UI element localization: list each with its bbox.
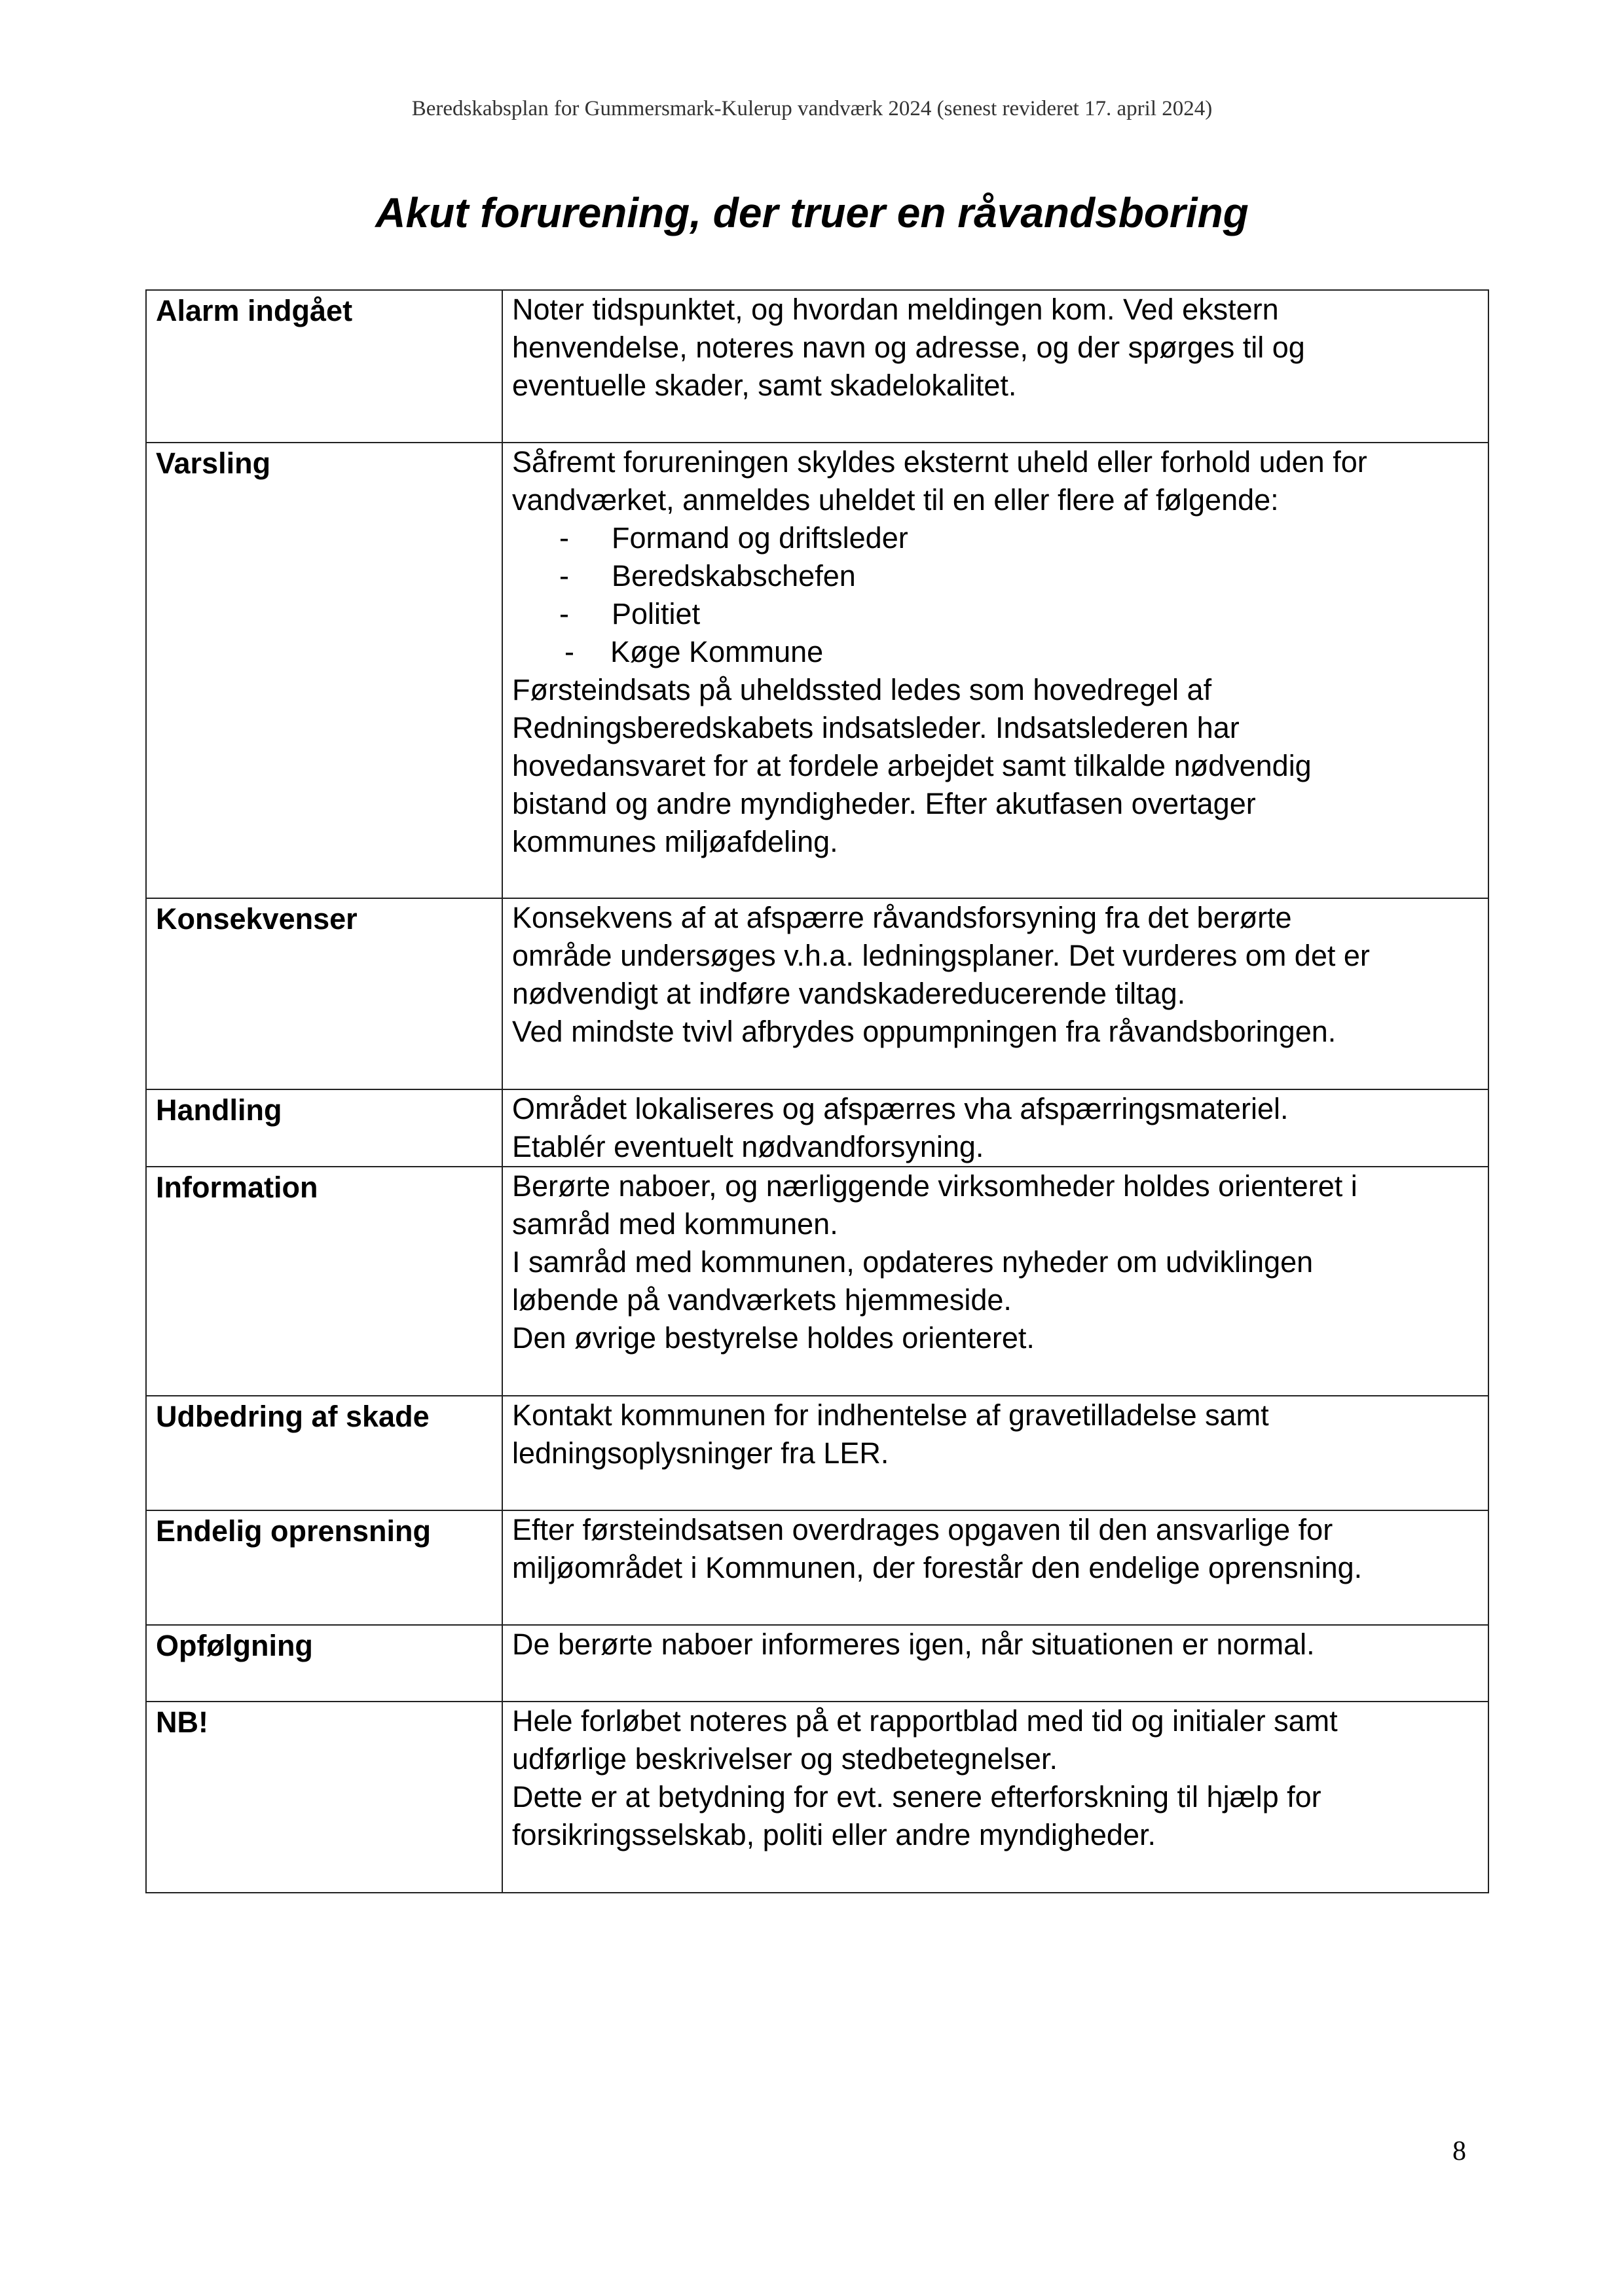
row-label-udbedring: Udbedring af skade: [146, 1396, 502, 1510]
content-line: forsikringsselskab, politi eller andre myndigheder.: [512, 1818, 1156, 1851]
row-content-oprensning: [502, 1510, 1488, 1625]
row-content-information: [502, 1167, 1488, 1396]
content-line: hovedansvaret for at fordele arbejdet samt tilkalde nødvendig: [512, 749, 1312, 782]
row-label-oprensning: Endelig oprensning: [146, 1510, 502, 1625]
content-line: område undersøges v.h.a. ledningsplaner. Det vurderes om det er: [512, 939, 1370, 972]
table-row-oprensning: [146, 1510, 1488, 1625]
content-line: Berørte naboer, og nærliggende virksomheder holdes orienteret i: [512, 1169, 1357, 1203]
content-line: samråd med kommunen.: [512, 1207, 838, 1241]
content-line: Dette er at betydning for evt. senere efterforskning til hjælp for: [512, 1780, 1321, 1813]
row-content-alarm: [502, 290, 1488, 443]
table-row-nb: [146, 1702, 1488, 1893]
table-row-varsling: [146, 443, 1488, 898]
content-line: Førsteindsats på uheldssted ledes som hovedregel af: [512, 673, 1212, 706]
content-line: De berørte naboer informeres igen, når situationen er normal.: [512, 1628, 1315, 1661]
running-header: Beredskabsplan for Gummersmark-Kulerup vandværk 2024 (senest revideret 17. april 2024): [411, 97, 1213, 120]
row-label-alarm: Alarm indgået: [146, 290, 502, 443]
content-line: Etablér eventuelt nødvandforsyning.: [512, 1130, 984, 1163]
row-content-varsling: [502, 443, 1488, 898]
row-label-varsling: Varsling: [146, 443, 502, 898]
content-line: Kontakt kommunen for indhentelse af gravetilladelse samt: [512, 1398, 1269, 1432]
list-item: - Formand og driftsleder: [559, 521, 908, 555]
row-label-konsekvenser: Konsekvenser: [146, 898, 502, 1089]
table-row-opfoelgning: [146, 1625, 1488, 1702]
procedure-table: [145, 289, 1489, 1893]
content-line: I samråd med kommunen, opdateres nyheder om udviklingen: [512, 1245, 1314, 1279]
content-line: løbende på vandværkets hjemmeside.: [512, 1283, 1012, 1317]
row-content-konsekvenser: [502, 898, 1488, 1089]
content-line: bistand og andre myndigheder. Efter akutfasen overtager: [512, 787, 1256, 820]
table-row-handling: [146, 1089, 1488, 1167]
list-item: - Beredskabschefen: [559, 559, 856, 592]
content-line: Ved mindste tvivl afbrydes oppumpningen fra råvandsboringen.: [512, 1015, 1337, 1048]
content-line: Redningsberedskabets indsatsleder. Indsatslederen har: [512, 711, 1240, 744]
content-line: Efter førsteindsatsen overdrages opgaven til den ansvarlige for: [512, 1513, 1333, 1546]
row-content-handling: [502, 1089, 1488, 1167]
row-label-nb: NB!: [146, 1702, 502, 1893]
content-line: Noter tidspunktet, og hvordan meldingen kom. Ved ekstern: [512, 293, 1279, 326]
content-line: eventuelle skader, samt skadelokalitet.: [512, 369, 1017, 402]
row-label-opfoelgning: Opfølgning: [146, 1625, 502, 1702]
page-number: 8: [1452, 2136, 1466, 2166]
row-label-handling: Handling: [146, 1089, 502, 1167]
row-content-nb: [502, 1702, 1488, 1893]
content-line: miljøområdet i Kommunen, der forestår den endelige oprensning.: [512, 1551, 1363, 1584]
table-row-udbedring: [146, 1396, 1488, 1510]
content-line: Området lokaliseres og afspærres vha afspærringsmateriel.: [512, 1092, 1289, 1125]
table-row-alarm: [146, 290, 1488, 443]
row-content-udbedring: [502, 1396, 1488, 1510]
content-line: Hele forløbet noteres på et rapportblad med tid og initialer samt: [512, 1704, 1338, 1738]
list-item: - Politiet: [559, 597, 701, 630]
content-line: Den øvrige bestyrelse holdes orienteret.: [512, 1321, 1035, 1355]
content-line: Konsekvens af at afspærre råvandsforsyning fra det berørte: [512, 901, 1292, 934]
content-line: henvendelse, noteres navn og adresse, og der spørges til og: [512, 331, 1305, 364]
row-label-information: Information: [146, 1167, 502, 1396]
list-item: - Køge Kommune: [564, 635, 824, 668]
content-line: ledningsoplysninger fra LER.: [512, 1436, 889, 1470]
content-line: vandværket, anmeldes uheldet til en eller flere af følgende:: [512, 483, 1279, 517]
content-line: Såfremt forureningen skyldes eksternt uheld eller forhold uden for: [512, 445, 1367, 479]
table-row-konsekvenser: [146, 898, 1488, 1089]
row-content-opfoelgning: [502, 1625, 1488, 1702]
content-line: udførlige beskrivelser og stedbetegnelser.: [512, 1742, 1058, 1776]
table-row-information: [146, 1167, 1488, 1396]
content-line: nødvendigt at indføre vandskadereducerende tiltag.: [512, 977, 1186, 1010]
page-title: Akut forurening, der truer en råvandsboring: [375, 189, 1249, 236]
content-line: kommunes miljøafdeling.: [512, 825, 838, 858]
